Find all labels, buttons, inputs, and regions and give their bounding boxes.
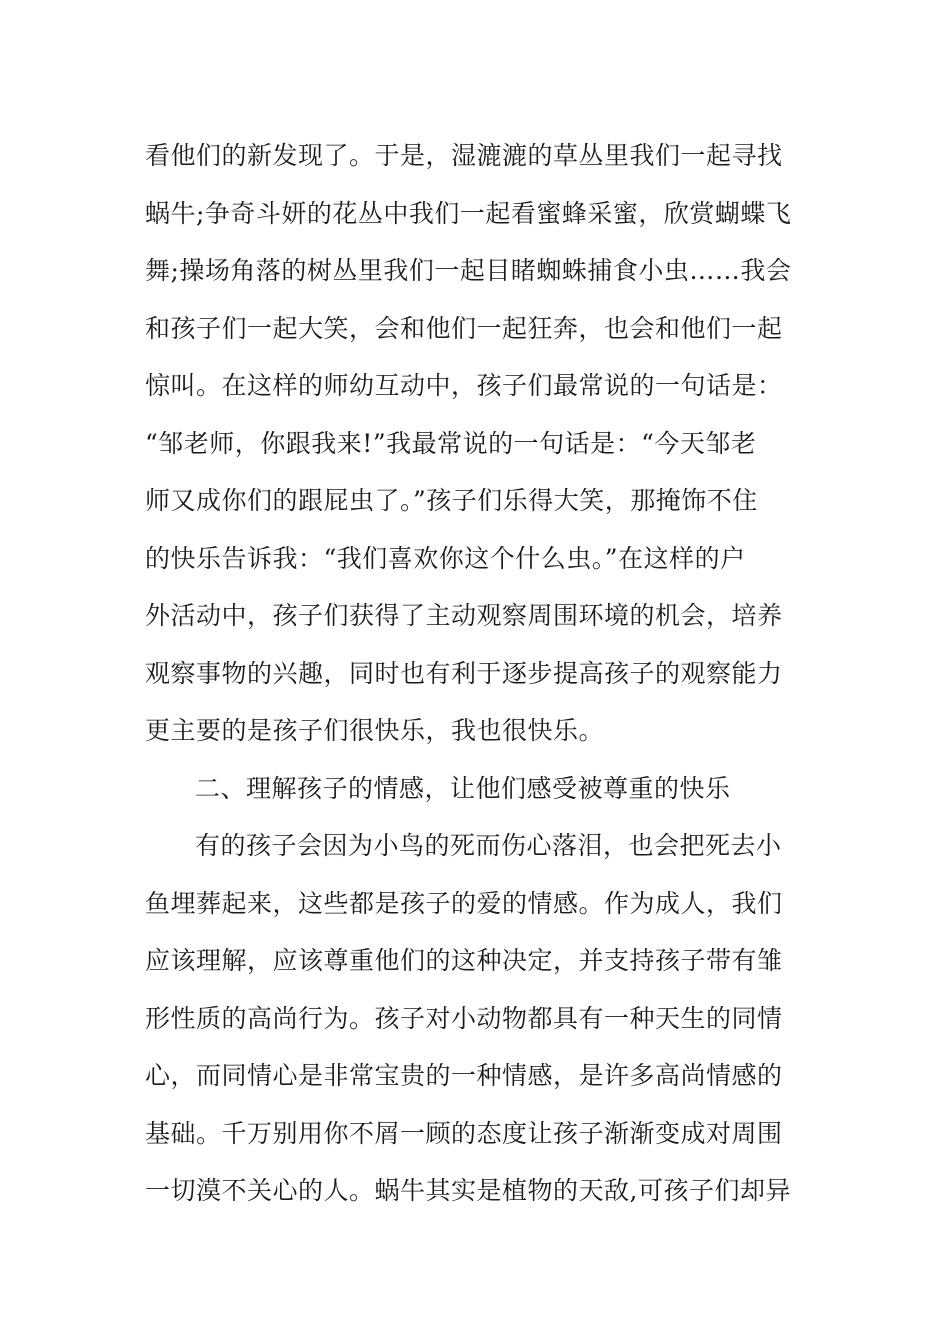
paragraph-line: 外活动中，孩子们获得了主动观察周围环境的机会，培养 [145,601,783,630]
paragraph-line: 舞;操场角落的树丛里我们一起目睹蜘蛛捕食小虫……我会 [145,256,792,285]
paragraph-line: 师又成你们的跟屁虫了。”孩子们乐得大笑，那掩饰不住 [145,486,758,515]
paragraph-line: 更主要的是孩子们很快乐，我也很快乐。 [145,716,605,745]
paragraph-line: 一切漠不关心的人。蜗牛其实是植物的天敌,可孩子们却异 [145,1176,791,1205]
paragraph-line: 和孩子们一起大笑，会和他们一起狂奔，也会和他们一起 [145,313,783,343]
paragraph-line: 鱼埋葬起来，这些都是孩子的爱的情感。作为成人，我们 [145,888,783,918]
section-heading: 二、理解孩子的情感，让他们感受被尊重的快乐 [195,773,731,803]
paragraph-line: 有的孩子会因为小鸟的死而伤心落泪，也会把死去小 [195,831,782,860]
paragraph-line: 基础。千万别用你不屑一顾的态度让孩子渐渐变成对周围 [145,1118,783,1148]
paragraph-line: 应该理解，应该尊重他们的这种决定，并支持孩子带有雏 [145,946,783,975]
paragraph-line: 的快乐告诉我：“我们喜欢你这个什么虫。”在这样的户 [145,543,746,573]
paragraph-line: 看他们的新发现了。于是，湿漉漉的草丛里我们一起寻找 [145,141,783,170]
paragraph-line: “邹老师，你跟我来!”我最常说的一句话是：“今天邹老 [145,428,757,458]
paragraph-line: 惊叫。在这样的师幼互动中，孩子们最常说的一句话是： [145,371,783,400]
paragraph-line: 形性质的高尚行为。孩子对小动物都具有一种天生的同情 [145,1003,783,1033]
paragraph-line: 心，而同情心是非常宝贵的一种情感，是许多高尚情感的 [145,1061,783,1090]
body-text [145,132,815,1225]
paragraph-line: 观察事物的兴趣，同时也有利于逐步提高孩子的观察能力 [145,658,783,688]
paragraph-line: 蜗牛;争奇斗妍的花丛中我们一起看蜜蜂采蜜，欣赏蝴蝶飞 [145,198,792,228]
